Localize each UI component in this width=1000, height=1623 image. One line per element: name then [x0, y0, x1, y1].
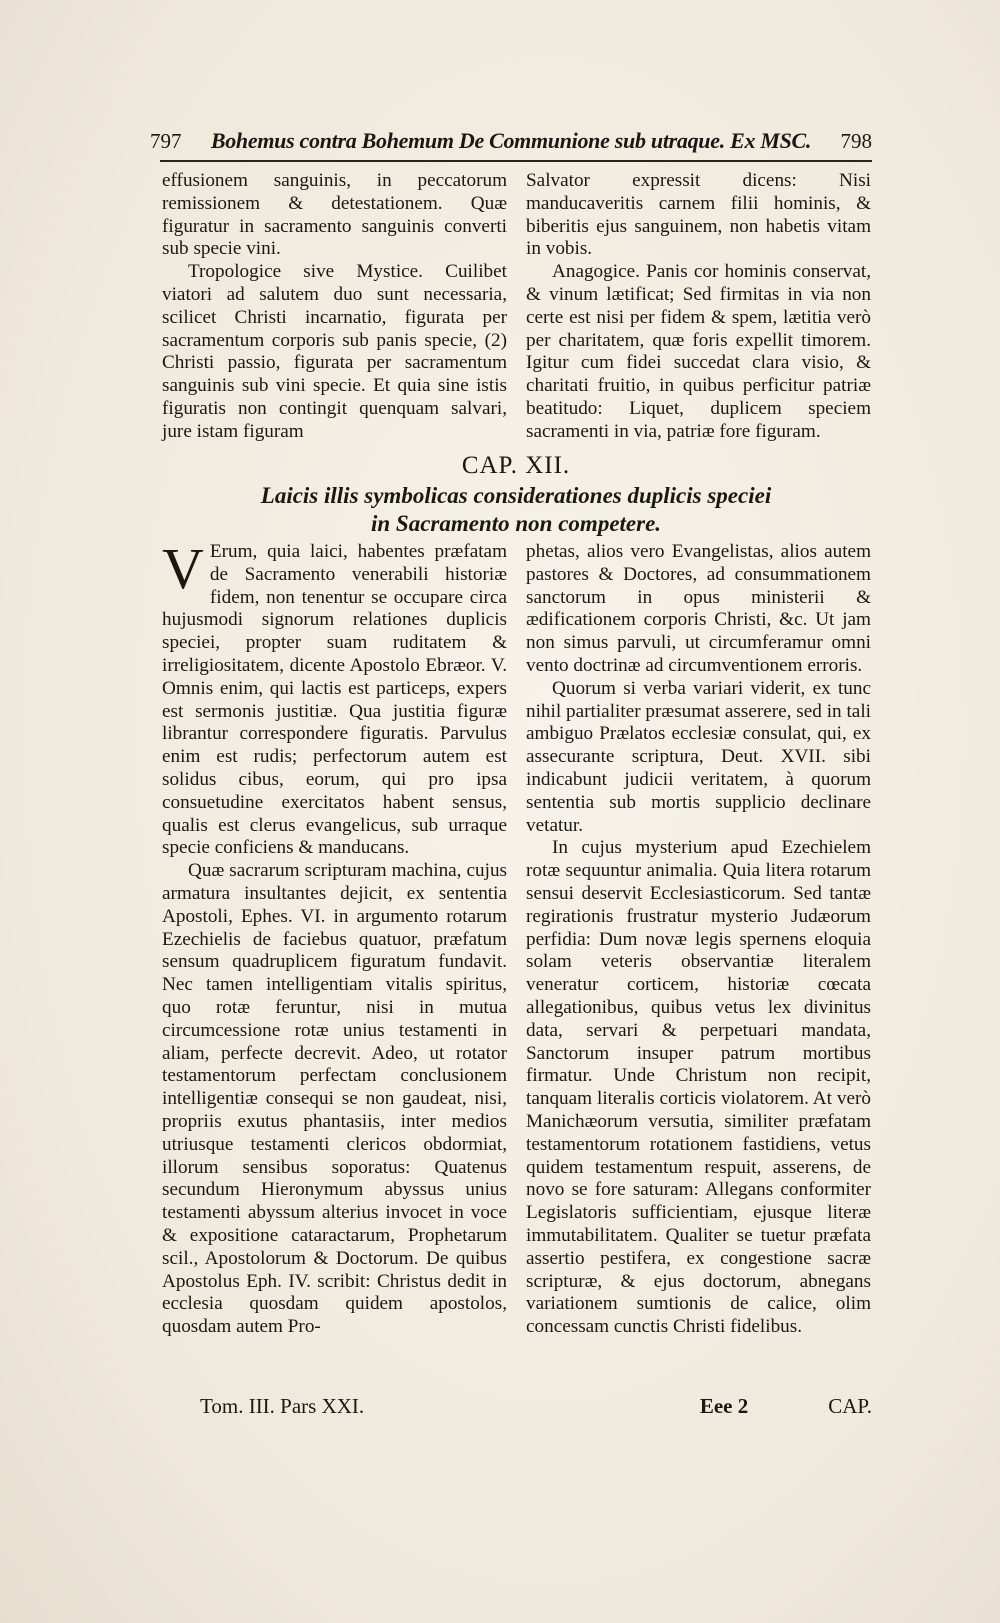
right-column-top	[526, 170, 871, 444]
chapter-subtitle-line: Laicis illis symbolicas considerationes duplicis speciei	[260, 483, 772, 508]
catchword: CAP.	[828, 1394, 872, 1418]
paragraph: In cujus mysterium apud Ezechielem rotæ sequuntur animalia. Quia litera rotarum sensui deservit Ecclesiasticorum. Sed tantæ regirationis frustratur mysterio Judæorum perfidia: Dum novæ legis spernens eloquia solam veteris observantiæ literalem veneratur corticem, historiæ cœcata allegationibus, quibus vetus lex divinitus data, servari & perpetuari mandata, Sanctorum insuper patrum mortibus firmatur. Unde Christum non recipit, tanquam literalis corticis violatorem. At verò Manichæorum versutia, similiter præfatam testamentorum rotationem fastidiens, vetus quidem testamentum respuit, asserens, de novo se fore saturam: Allegans conformiter Legislatoris sufficientiam, ejusque literæ immutabilitatem. Qualiter se tuetur præfata assertio pestifera, ex congestione sacræ scripturæ, & ejus doctorum, abnegans variationem sumtionis de calice, olim concessam cunctis Christi fidelibus.	[526, 837, 871, 1338]
paragraph: phetas, alios vero Evangelistas, alios autem pastores & Doctores, ad consummationem sanctorum in opus ministerii & ædificationem corporis Christi, &c. Ut jam non simus parvuli, ut circumferamur omni vento doctrinæ ad circumventionem erroris.	[526, 541, 871, 676]
page-footer	[200, 1394, 872, 1419]
paragraph-text: Erum, quia laici, habentes præfatam de Sacramento venerabili historiæ fidem, non tenentur se occupare circa hujusmodi signorum relationes duplicis speciei, propter suam ruditatem & irreligiositatem, dicente Apostolo Ebræor. V. Omnis enim, qui lactis est particeps, expers est sermonis justitiæ. Qua justitia figuræ librantur correspondere figuratis. Parvulus enim est rudis; perfectorum autem est solidus cibus, eorum, qui pro ipsa consuetudine exercitatos habent sensus, qualis est clerus evangelicus, sub urraque specie conficiens & manducans.	[162, 541, 507, 859]
paragraph: Anagogice. Panis cor hominis conservat, & vinum lætificat; Sed firmitas in via non certe est nisi per fidem & spem, lætitia verò per charitatem, quæ foris expellit timorem. Igitur cum fidei succedat clara visio, & charitati fruitio, in quibus perficitur patriæ beatitudo: Liquet, duplicem speciem sacramenti in via, patriæ fore figuram.	[526, 261, 871, 442]
right-column	[526, 541, 871, 1339]
paragraph	[162, 536, 507, 860]
paragraph: Salvator expressit dicens: Nisi manducaveritis carnem filii hominis, & biberitis ejus sanguinem, non habetis vitam in vobis.	[526, 170, 871, 260]
drop-cap: V	[162, 536, 204, 601]
signature-mark: Eee 2	[699, 1394, 749, 1418]
chapter-subtitle-line: in Sacramento non competere.	[370, 511, 662, 536]
running-title: Bohemus contra Bohemum De Communione sub utraque. Ex MSC.	[210, 128, 812, 153]
left-column	[162, 536, 507, 1339]
page-number-left: 797	[150, 129, 182, 153]
running-header	[150, 128, 872, 154]
header-rule	[160, 160, 872, 162]
paragraph: Tropologice sive Mystice. Cuilibet viatori ad salutem duo sunt necessaria, scilicet Christi incarnatio, figurata per sacramentum corporis sub panis specie, (2) Christi passio, figurata per sacramentum sanguinis sub vini specie. Et quia sine istis figuratis non contingit quenquam salvari, jure istam figuram	[162, 261, 507, 442]
volume-reference: Tom. III. Pars XXI.	[200, 1394, 365, 1418]
paragraph: Quorum si verba variari viderit, ex tunc nihil partialiter præsumat asserere, sed in tali ambiguo Prælatos ecclesiæ consulat, qui, ex assecurante scriptura, Deut. XVII. sibi indicabunt judicii veritatem, à quorum sententia sub mortis supplicio declinare vetatur.	[526, 677, 871, 836]
chapter-subtitle	[180, 482, 852, 538]
left-column-top	[162, 170, 507, 444]
paragraph: Quæ sacrarum scripturam machina, cujus armatura insultantes dejicit, ex sententia Apostoli, Ephes. VI. in argumento rotarum Ezechielis de faciebus quatuor, præfatum sensum quadruplicem figuratum fundavit. Nec tamen intelligentiam vitalis spiritus, quo rotæ feruntur, nisi in mutua circumcessione rotæ unius testamenti in aliam, perfecte decrevit. Adeo, ut rotator testamentorum perfectam conclusionem intelligentiæ consequi se non gaudeat, nisi, propriis exutus phantasiis, inter medios utriusque testamenti clericos obdormiat, illorum sensibus soporatus: Quatenus secundum Hieronymum abyssus unius testamenti abyssum alterius invocet in voce & expositione cataractarum, Prophetarum scil., Apostolorum & Doctorum. De quibus Apostolus Eph. IV. scribit: Christus dedit in ecclesia quosdam quidem apostolos, quosdam autem Pro-	[162, 860, 507, 1338]
page-number-right: 798	[840, 129, 872, 153]
paragraph: effusionem sanguinis, in peccatorum remissionem & detestationem. Quæ figuratur in sacramento sanguinis converti sub specie vini.	[162, 170, 507, 260]
chapter-heading: CAP. XII.	[461, 452, 571, 479]
